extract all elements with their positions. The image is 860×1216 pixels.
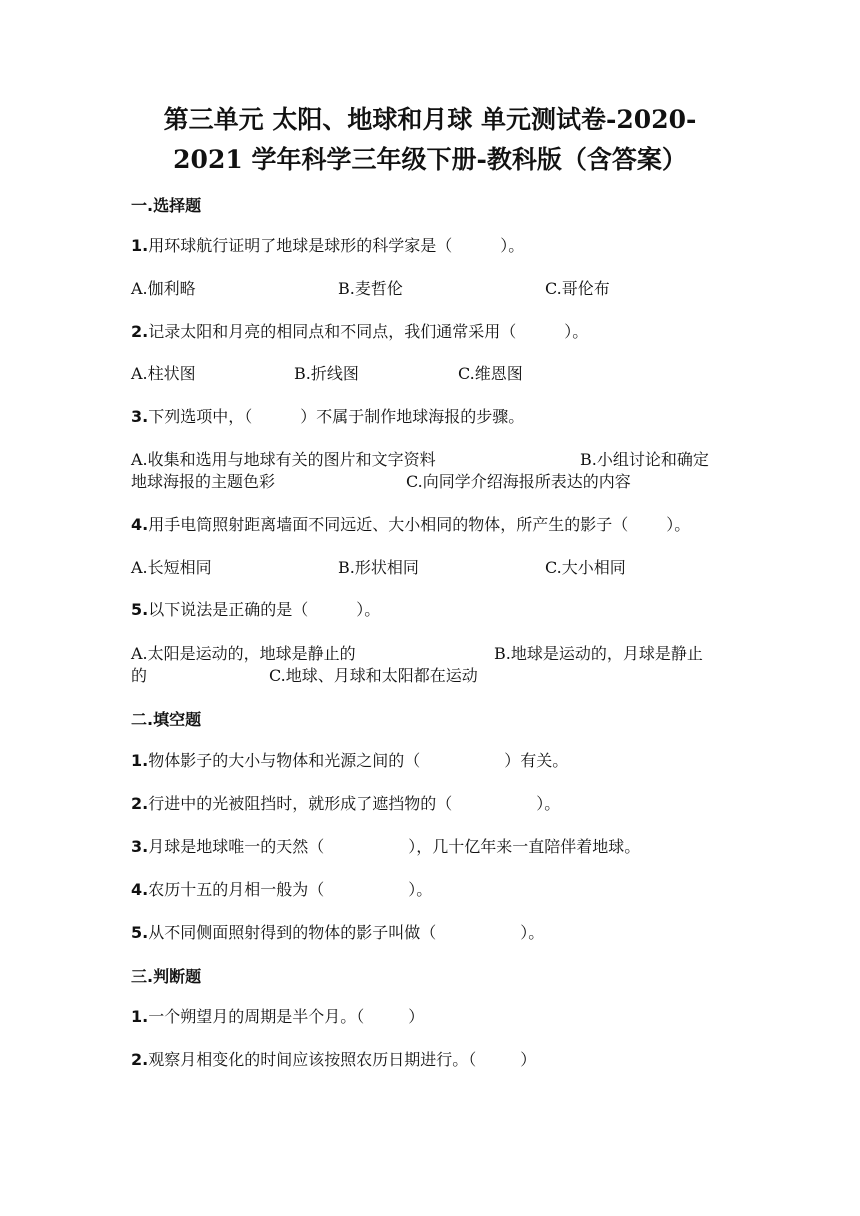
- question-number: 2.: [131, 322, 149, 341]
- question-number: 3.: [131, 837, 149, 856]
- judge-question-2: [131, 1049, 536, 1071]
- question-text: 物体影子的大小与物体和光源之间的（: [148, 751, 421, 770]
- option-c: C.维恩图: [458, 364, 523, 383]
- option-a: A.长短相同: [131, 558, 212, 577]
- section-heading-judge: 三.判断题: [131, 967, 202, 986]
- option-c: C.大小相同: [545, 558, 626, 577]
- option-c: C.哥伦布: [545, 279, 610, 298]
- fill-question-4: [131, 879, 432, 901]
- fill-question-2: [131, 793, 560, 815]
- question-number: 2.: [131, 794, 149, 813]
- question-number: 4.: [131, 880, 149, 899]
- question-number: 1.: [131, 236, 149, 255]
- option-c: C.地球、月球和太阳都在运动: [269, 666, 478, 685]
- option-a: A.柱状图: [131, 364, 196, 383]
- question-text: 月球是地球唯一的天然（: [148, 837, 325, 856]
- choice-question-5: [131, 599, 380, 621]
- choice-question-4: [131, 514, 690, 536]
- page-title: [100, 100, 760, 180]
- option-a: A.太阳是运动的，地球是静止的: [131, 644, 356, 663]
- question-number: 3.: [131, 407, 149, 426]
- question-number: 5.: [131, 923, 149, 942]
- question-number: 5.: [131, 600, 149, 619]
- question-text: 用手电筒照射距离墙面不同远近、大小相同的物体，所产生的影子（: [148, 515, 629, 534]
- question-number: 4.: [131, 515, 149, 534]
- question-text-end: ）。: [500, 236, 525, 255]
- question-text-end: ），几十亿年来一直陪伴着地球。: [408, 837, 641, 856]
- option-b: B.麦哲伦: [338, 279, 403, 298]
- question-number: 2.: [131, 1050, 149, 1069]
- question-text-end: ）。: [666, 515, 691, 534]
- question-text: 农历十五的月相一般为（: [148, 880, 325, 899]
- question-text-end: ）: [520, 1050, 537, 1069]
- judge-question-1: [131, 1006, 424, 1028]
- question-text-end: ）: [408, 1007, 425, 1026]
- question-text-end: ）。: [356, 600, 381, 619]
- title-line-1: 第三单元 太阳、地球和月球 单元测试卷-2020-: [163, 105, 697, 134]
- question-text-end: ）。: [520, 923, 545, 942]
- option-a: A.收集和选用与地球有关的图片和文字资料: [131, 450, 436, 469]
- question-text: 从不同侧面照射得到的物体的影子叫做（: [148, 923, 437, 942]
- choice-question-2: [131, 321, 588, 343]
- fill-question-1: [131, 750, 568, 772]
- question-text-end: ）。: [536, 794, 561, 813]
- option-b-continued: 地球海报的主题色彩: [131, 472, 276, 491]
- question-text-end: ）。: [564, 322, 589, 341]
- option-b: B.地球是运动的，月球是静止: [494, 644, 703, 663]
- question-text: 观察月相变化的时间应该按照农历日期进行。（: [148, 1050, 477, 1069]
- section-heading-fill: 二.填空题: [131, 710, 202, 729]
- question-text: 用环球航行证明了地球是球形的科学家是（: [148, 236, 453, 255]
- choice-question-1: [131, 235, 524, 257]
- question-text-end: ）。: [408, 880, 433, 899]
- option-b: B.小组讨论和确定: [580, 450, 709, 469]
- question-number: 1.: [131, 1007, 149, 1026]
- option-c: C.向同学介绍海报所表达的内容: [406, 472, 631, 491]
- option-b: B.形状相同: [338, 558, 419, 577]
- question-text: 下列选项中，（: [148, 407, 253, 426]
- fill-question-3: [131, 836, 640, 858]
- question-number: 1.: [131, 751, 149, 770]
- choice-question-3: [131, 406, 524, 428]
- option-b-continued: 的: [131, 666, 148, 685]
- option-a: A.伽利略: [131, 279, 196, 298]
- question-text: 以下说法是正确的是（: [148, 600, 309, 619]
- option-b: B.折线图: [294, 364, 359, 383]
- question-text: 行进中的光被阻挡时，就形成了遮挡物的（: [148, 794, 453, 813]
- title-line-2: 2021 学年科学三年级下册-教科版（含答案）: [173, 145, 687, 174]
- question-text-end: ）不属于制作地球海报的步骤。: [300, 407, 525, 426]
- question-text-end: ）有关。: [504, 751, 569, 770]
- question-text: 一个朔望月的周期是半个月。（: [148, 1007, 365, 1026]
- section-heading-choice: 一.选择题: [131, 196, 202, 215]
- fill-question-5: [131, 922, 544, 944]
- question-text: 记录太阳和月亮的相同点和不同点，我们通常采用（: [148, 322, 517, 341]
